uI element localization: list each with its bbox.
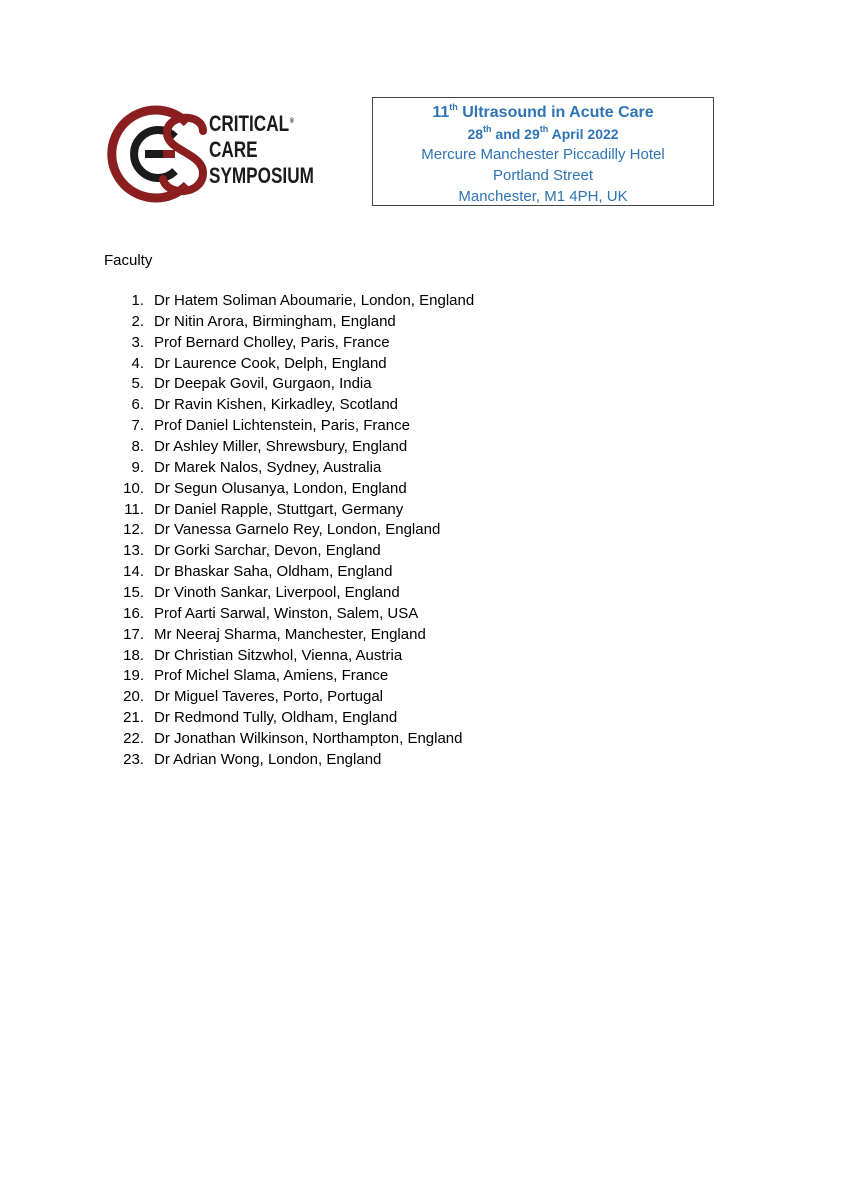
faculty-item-name: Dr Ravin Kishen, Kirkadley, Scotland	[154, 396, 398, 414]
faculty-item-name: Dr Nitin Arora, Birmingham, England	[154, 312, 396, 330]
faculty-item-name: Dr Hatem Soliman Aboumarie, London, England	[154, 292, 475, 309]
faculty-item-name: Dr Bhaskar Saha, Oldham, England	[154, 563, 393, 581]
faculty-item-number: 4.	[131, 354, 144, 372]
event-title: 11th Ultrasound in Acute Care	[432, 101, 654, 121]
faculty-item-number: 14.	[123, 563, 144, 581]
registered-mark: ®	[289, 118, 294, 125]
faculty-item-name: Dr Jonathan Wilkinson, Northampton, England	[154, 730, 463, 748]
faculty-item-number: 13.	[123, 542, 144, 560]
faculty-item-number: 12.	[123, 521, 144, 539]
faculty-item-name: Prof Michel Slama, Amiens, France	[154, 667, 389, 685]
faculty-item-name: Prof Bernard Cholley, Paris, France	[154, 333, 390, 351]
faculty-item-number: 22.	[123, 730, 144, 748]
faculty-item-number: 20.	[123, 688, 144, 706]
faculty-item-number: 8.	[131, 438, 144, 456]
faculty-item-name: Dr Marek Nalos, Sydney, Australia	[154, 458, 382, 476]
logo-wordmark	[209, 111, 314, 189]
faculty-item-name: Prof Aarti Sarwal, Winston, Salem, USA	[154, 604, 419, 622]
faculty-item-name: Dr Vanessa Garnelo Rey, London, England	[154, 521, 441, 539]
event-city: Manchester, M1 4PH, UK	[458, 188, 628, 205]
faculty-item-name: Prof Daniel Lichtenstein, Paris, France	[154, 417, 410, 435]
faculty-item-name: Dr Laurence Cook, Delph, England	[154, 354, 387, 372]
ccs-logo-mark-icon	[105, 101, 211, 207]
faculty-item-number: 11.	[124, 500, 144, 518]
logo-word-symposium: SYMPOSIUM	[209, 163, 314, 188]
event-venue: Mercure Manchester Piccadilly Hotel	[421, 146, 665, 163]
faculty-item-number: 3.	[131, 333, 144, 351]
faculty-item-number: 15.	[123, 584, 144, 602]
faculty-item-name: Dr Redmond Tully, Oldham, England	[154, 709, 398, 727]
faculty-item-number: 9.	[131, 458, 144, 476]
faculty-heading: Faculty	[104, 252, 153, 269]
faculty-item-name: Dr Adrian Wong, London, England	[154, 750, 382, 768]
critical-care-symposium-logo	[105, 101, 315, 207]
faculty-item-number: 21.	[123, 709, 144, 727]
faculty-item-name: Dr Gorki Sarchar, Devon, England	[154, 542, 381, 560]
event-info-box	[372, 97, 714, 206]
faculty-item-name: Dr Miguel Taveres, Porto, Portugal	[154, 688, 383, 706]
faculty-item-number: 23.	[123, 750, 144, 768]
faculty-item-number: 18.	[123, 646, 144, 664]
faculty-item-number: 6.	[131, 396, 144, 414]
faculty-item-name: Dr Daniel Rapple, Stuttgart, Germany	[154, 500, 404, 518]
faculty-item-number: 19.	[123, 667, 144, 685]
faculty-item-number: 2.	[131, 312, 144, 330]
faculty-item-name: Dr Deepak Govil, Gurgaon, India	[154, 375, 372, 393]
faculty-item-number: 17.	[123, 625, 144, 643]
logo-word-care: CARE	[209, 137, 258, 162]
faculty-item-name: Dr Segun Olusanya, London, England	[154, 479, 407, 497]
event-street: Portland Street	[492, 167, 594, 184]
faculty-item-number: 1.	[131, 292, 144, 309]
faculty-item-number: 16.	[123, 604, 144, 622]
event-dates: 28th and 29th April 2022	[467, 124, 619, 142]
faculty-item-name: Dr Christian Sitzwhol, Vienna, Austria	[154, 646, 403, 664]
faculty-item-name: Dr Ashley Miller, Shrewsbury, England	[154, 438, 408, 456]
faculty-item-number: 10.	[123, 479, 144, 497]
logo-word-critical: CRITICAL®	[209, 111, 294, 136]
faculty-item-name: Mr Neeraj Sharma, Manchester, England	[154, 625, 426, 643]
faculty-item-number: 5.	[131, 375, 144, 393]
faculty-item-name: Dr Vinoth Sankar, Liverpool, England	[154, 584, 400, 602]
faculty-item-number: 7.	[131, 417, 144, 435]
